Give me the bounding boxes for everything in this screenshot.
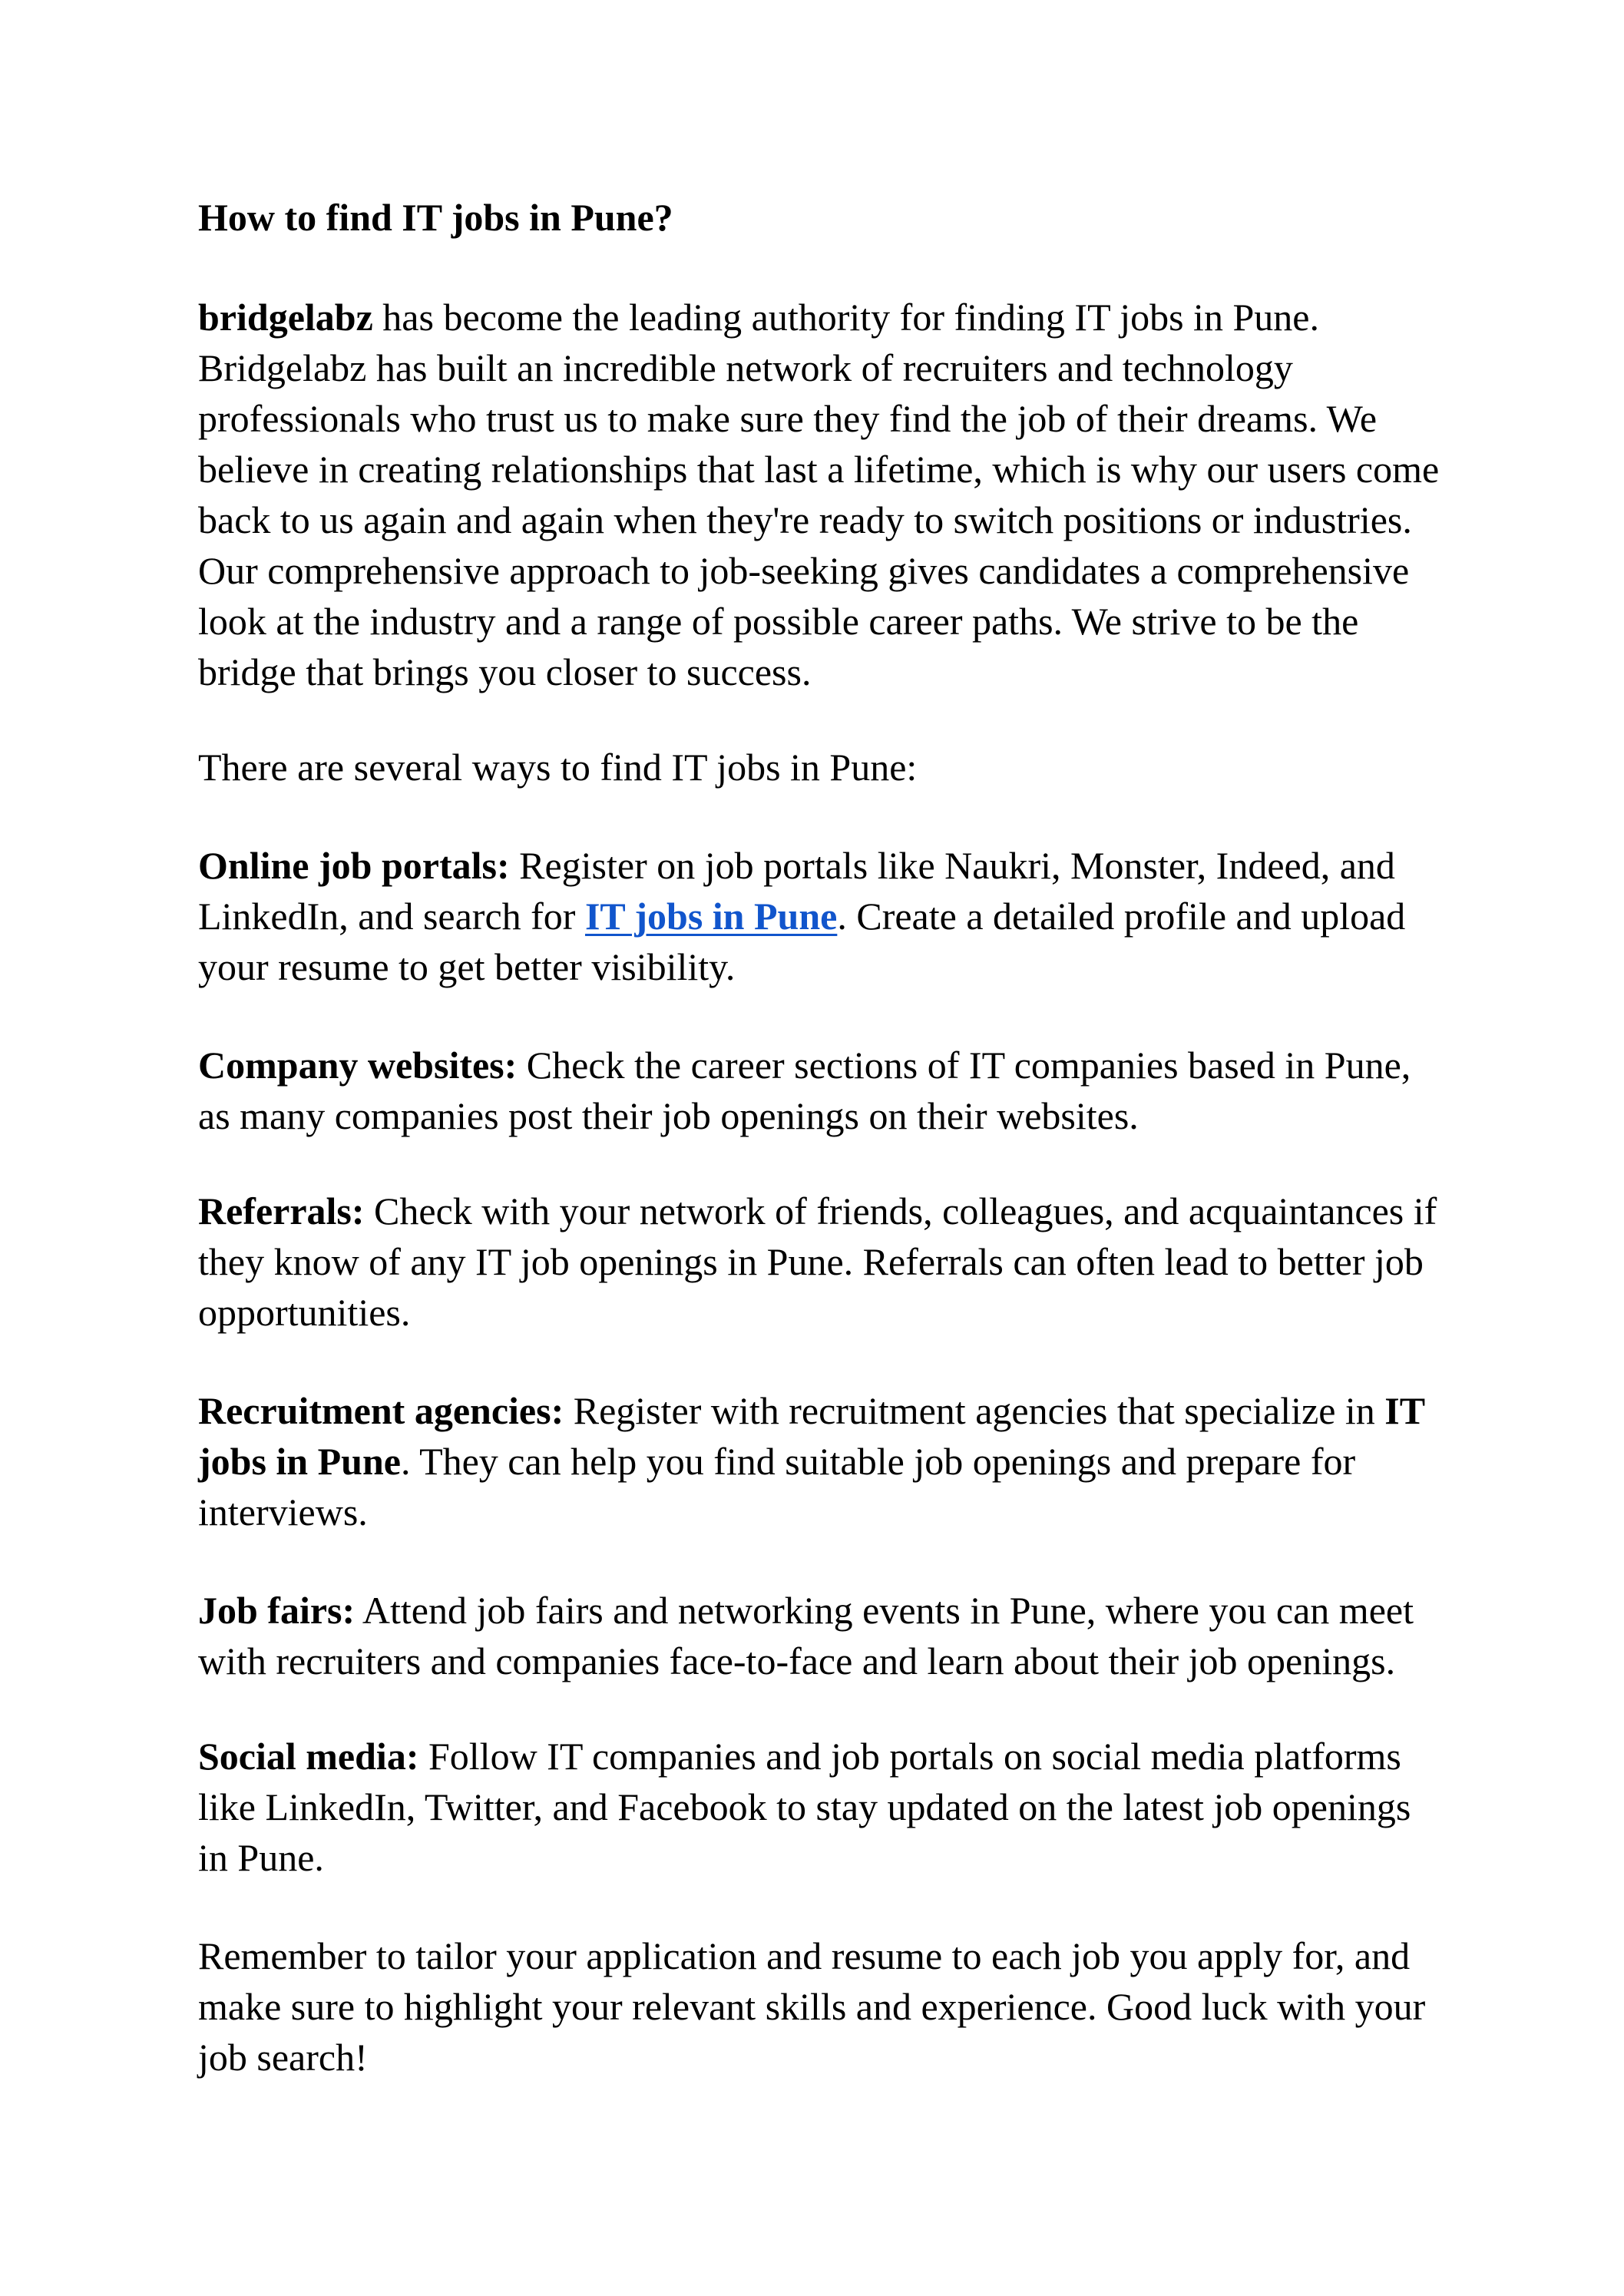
closing-paragraph: Remember to tailor your application and resume to each job you apply for, and make sure to highlight your relevant skills and experience. Good luck with your job search! bbox=[198, 1934, 1426, 2079]
section-text: . Create a detailed profile and upload your resume to get better visibility. bbox=[198, 895, 1406, 988]
section-title: Referrals: bbox=[198, 1189, 365, 1232]
intro-paragraph bbox=[198, 292, 1442, 697]
section-text: . They can help you find suitable job openings and prepare for interviews. bbox=[198, 1440, 1356, 1533]
section-job-fairs bbox=[198, 1585, 1442, 1686]
section-text: Check with your network of friends, colleagues, and acquaintances if they know of any IT job openings in Pune. Referrals can often lead to better job opportunities. bbox=[198, 1189, 1437, 1334]
brand-name: bridgelabz bbox=[198, 296, 373, 339]
section-bold-phrase: IT jobs in Pune bbox=[198, 1389, 1425, 1483]
section-online-job-portals bbox=[198, 840, 1442, 992]
it-jobs-in-pune-link[interactable]: IT jobs in Pune bbox=[584, 895, 838, 938]
section-title: Company websites: bbox=[198, 1044, 518, 1087]
section-text: Register on job portals like Naukri, Monster, Indeed, and LinkedIn, and search for bbox=[198, 844, 1395, 938]
section-title: Social media: bbox=[198, 1735, 419, 1778]
section-title: Job fairs: bbox=[198, 1589, 356, 1632]
section-text: Check the career sections of IT companies based in Pune, as many companies post their job openings on their websites. bbox=[198, 1044, 1411, 1137]
section-title: Recruitment agencies: bbox=[198, 1389, 564, 1432]
section-social-media bbox=[198, 1731, 1442, 1883]
section-text: Register with recruitment agencies that specialize in bbox=[564, 1389, 1385, 1432]
intro-text: has become the leading authority for finding IT jobs in Pune. Bridgelabz has built an incredible network of recruiters and technology professionals who trust us to make sure they find the job of their dreams. We believe in creating relationships that last a lifetime, which is why our users come back to us again and again when they're ready to switch positions or industries. Our comprehensive approach to job-seeking gives candidates a comprehensive look at the industry and a range of possible career paths. We strive to be the bridge that brings you closer to success. bbox=[198, 296, 1440, 693]
document-page bbox=[198, 192, 1442, 2127]
section-recruitment-agencies bbox=[198, 1385, 1442, 1537]
ways-intro: There are several ways to find IT jobs in Pune: bbox=[198, 746, 918, 789]
section-title: Online job portals: bbox=[198, 844, 510, 887]
section-company-websites bbox=[198, 1040, 1442, 1141]
section-text: Attend job fairs and networking events in Pune, where you can meet with recruiters and companies face-to-face and learn about their job openings. bbox=[198, 1589, 1414, 1682]
section-text: Follow IT companies and job portals on social media platforms like LinkedIn, Twitter, and Facebook to stay updated on the latest job openings in Pune. bbox=[198, 1735, 1411, 1879]
page-title: How to find IT jobs in Pune? bbox=[198, 196, 673, 239]
section-referrals bbox=[198, 1186, 1442, 1338]
